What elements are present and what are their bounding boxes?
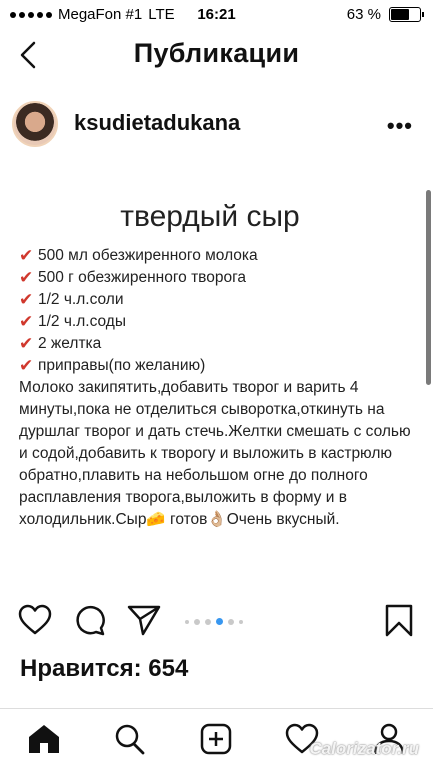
post-actions: [0, 600, 433, 644]
carousel-dot: [185, 620, 189, 624]
likes-count[interactable]: Нравится: 654: [20, 655, 189, 682]
carousel-dot: [239, 620, 243, 624]
home-icon[interactable]: [27, 723, 61, 755]
network-label: LTE: [148, 6, 175, 23]
post-header: [0, 95, 433, 155]
scrollbar[interactable]: [426, 190, 431, 385]
recipe-instructions: Молоко закипятить,добавить творог и варить 4 минуты,пока не отделиться сыворотка,откинуть на дуршлаг творог и дать стечь.Желтки смешать с солью и содой,добавить к творогу и выложить в кастрюлю обратно,плавить на небольшом огне до полного расплавления творога,выложить в форму и в холодильник.Сыр🧀 готов👌🏼Очень вкусный.: [19, 379, 411, 528]
list-item: [19, 289, 258, 311]
ingredient-text: 1/2 ч.л.соды: [38, 313, 126, 330]
bookmark-icon[interactable]: [384, 604, 414, 638]
battery-percent: 63 %: [346, 6, 381, 23]
list-item: [19, 245, 258, 267]
carousel-dot: [194, 619, 200, 625]
nav-bar: [0, 30, 433, 80]
ingredient-text: 2 желтка: [38, 335, 102, 352]
ingredient-text: 1/2 ч.л.соли: [38, 291, 124, 308]
list-item: [19, 311, 258, 333]
ingredients-list: [19, 245, 258, 377]
ingredient-text: 500 мл обезжиренного молока: [38, 247, 258, 264]
list-item: [19, 267, 258, 289]
heart-icon[interactable]: [18, 604, 52, 636]
checkmark-icon: ✔: [19, 356, 34, 375]
post-image[interactable]: [0, 165, 433, 585]
checkmark-icon: ✔: [19, 246, 34, 265]
clock: 16:21: [197, 6, 236, 23]
avatar[interactable]: [12, 101, 58, 147]
checkmark-icon: ✔: [19, 334, 34, 353]
search-icon[interactable]: [113, 723, 147, 755]
more-options-button[interactable]: •••: [386, 113, 413, 138]
recipe-title: твердый сыр: [120, 200, 300, 233]
tab-bar: [0, 708, 433, 768]
status-bar: [0, 0, 433, 30]
paper-plane-icon[interactable]: [127, 604, 161, 636]
carousel-indicator: [185, 618, 243, 625]
page-title: Публикации: [133, 38, 300, 68]
checkmark-icon: ✔: [19, 290, 34, 309]
watermark: Calorizator.ru: [309, 739, 419, 758]
list-item: [19, 355, 258, 377]
list-item: [19, 333, 258, 355]
checkmark-icon: ✔: [19, 268, 34, 287]
ingredient-text: приправы(по желанию): [38, 357, 206, 374]
comment-icon[interactable]: [74, 604, 106, 636]
ingredient-text: 500 г обезжиренного творога: [38, 269, 247, 286]
carousel-dot: [228, 619, 234, 625]
carrier-label: MegaFon #1: [58, 6, 143, 23]
username[interactable]: ksudietadukana: [74, 110, 241, 135]
carousel-dot-active: [216, 618, 223, 625]
add-post-icon[interactable]: [199, 723, 233, 755]
battery-icon: [389, 7, 421, 22]
carousel-dot: [205, 619, 211, 625]
checkmark-icon: ✔: [19, 312, 34, 331]
